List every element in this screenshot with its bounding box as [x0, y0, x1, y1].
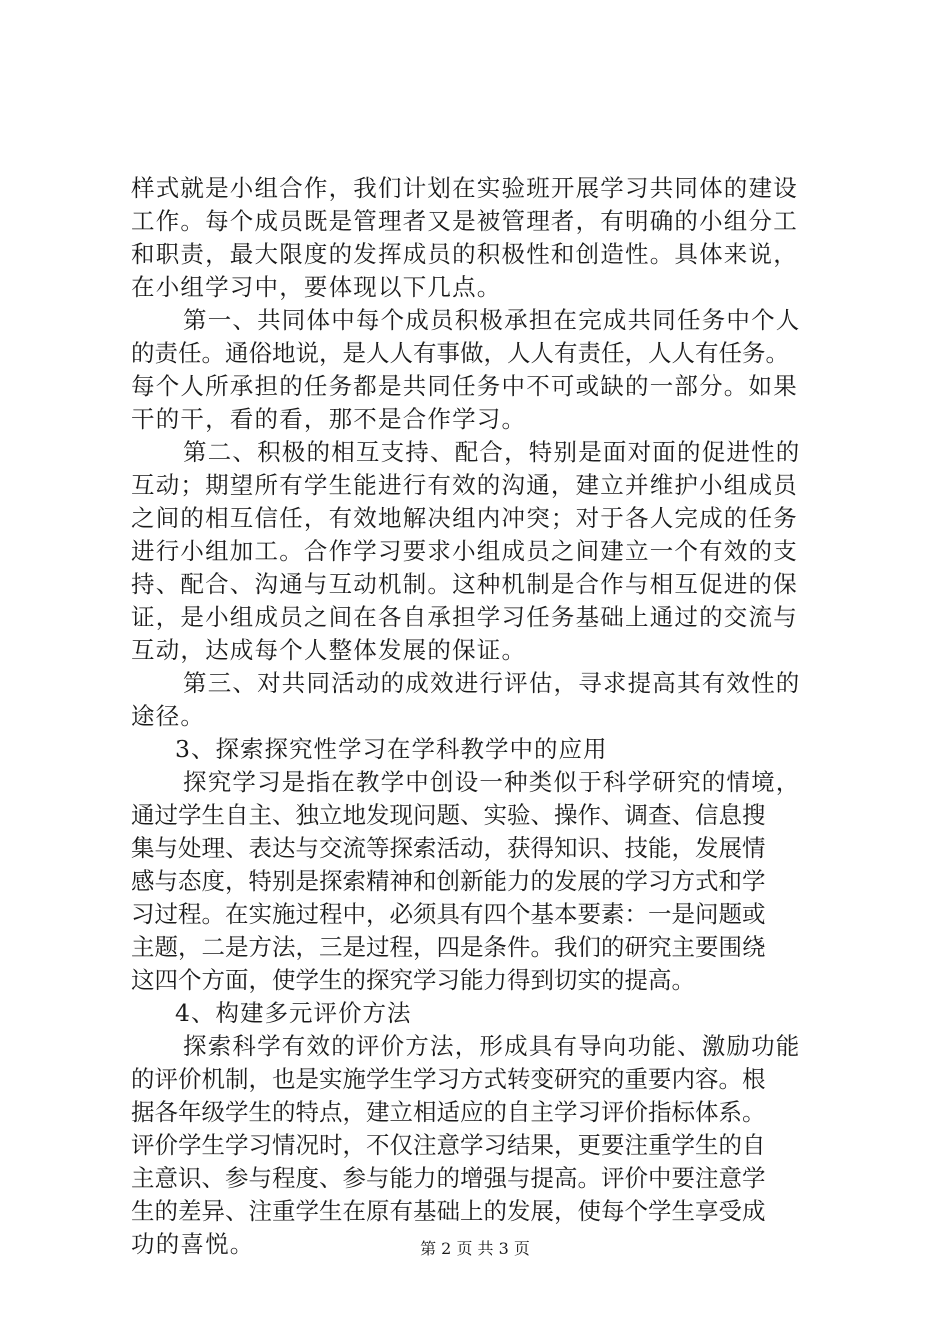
text-line: 干的干，看的看，那不是合作学习。 — [131, 405, 527, 433]
text-line: 探索科学有效的评价方法，形成具有导向功能、激励功能 — [183, 1032, 801, 1060]
text-line: 途径。 — [131, 702, 206, 730]
text-line: 的评价机制，也是实施学生学习方式转变研究的重要内容。根 — [131, 1065, 766, 1093]
text-line: 样式就是小组合作，我们计划在实验班开展学习共同体的建设 — [131, 174, 798, 202]
text-line: 第一、共同体中每个成员积极承担在完成共同任务中个人 — [183, 306, 801, 334]
text-line: 生的差异、注重学生在原有基础上的发展，使每个学生享受成 — [131, 1197, 766, 1225]
text-line: 第三、对共同活动的成效进行评估，寻求提高其有效性的 — [183, 669, 801, 697]
text-line: 据各年级学生的特点，建立相适应的自主学习评价指标体系。 — [131, 1098, 766, 1126]
text-line: 在小组学习中，要体现以下几点。 — [131, 273, 502, 301]
text-line: 探究学习是指在教学中创设一种类似于科学研究的情境， — [183, 768, 801, 796]
text-line: 感与态度，特别是探索精神和创新能力的发展的学习方式和学 — [131, 867, 766, 895]
text-line: 工作。每个成员既是管理者又是被管理者，有明确的小组分工 — [131, 207, 798, 235]
text-line: 持、配合、沟通与互动机制。这种机制是合作与相互促进的保 — [131, 570, 798, 598]
section-heading: 3、探索探究性学习在学科教学中的应用 — [175, 735, 608, 763]
page-number: 第 2 页 共 3 页 — [420, 1239, 530, 1258]
text-line: 第二、积极的相互支持、配合，特别是面对面的促进性的 — [183, 438, 801, 466]
text-line: 互动；期望所有学生能进行有效的沟通，建立并维护小组成员 — [131, 471, 798, 499]
section-heading: 4、构建多元评价方法 — [175, 999, 412, 1027]
text-line: 每个人所承担的任务都是共同任务中不可或缺的一部分。如果 — [131, 372, 798, 400]
text-line: 功的喜悦。 — [131, 1230, 255, 1258]
text-line: 这四个方面，使学生的探究学习能力得到切实的提高。 — [131, 966, 695, 994]
text-line: 进行小组加工。合作学习要求小组成员之间建立一个有效的支 — [131, 537, 798, 565]
text-line: 和职责，最大限度的发挥成员的积极性和创造性。具体来说， — [131, 240, 798, 268]
text-line: 互动，达成每个人整体发展的保证。 — [131, 636, 527, 664]
text-line: 主题，二是方法，三是过程，四是条件。我们的研究主要围绕 — [131, 933, 766, 961]
text-line: 主意识、参与程度、参与能力的增强与提高。评价中要注意学 — [131, 1164, 766, 1192]
text-line: 之间的相互信任，有效地解决组内冲突；对于各人完成的任务 — [131, 504, 798, 532]
text-line: 证，是小组成员之间在各自承担学习任务基础上通过的交流与 — [131, 603, 798, 631]
text-line: 评价学生学习情况时，不仅注意学习结果，更要注重学生的自 — [131, 1131, 766, 1159]
text-line: 集与处理、表达与交流等探索活动，获得知识、技能，发展情 — [131, 834, 766, 862]
text-line: 习过程。在实施过程中，必须具有四个基本要素：一是问题或 — [131, 900, 766, 928]
text-line: 通过学生自主、独立地发现问题、实验、操作、调查、信息搜 — [131, 801, 766, 829]
text-line: 的责任。通俗地说，是人人有事做，人人有责任，人人有任务。 — [131, 339, 789, 367]
